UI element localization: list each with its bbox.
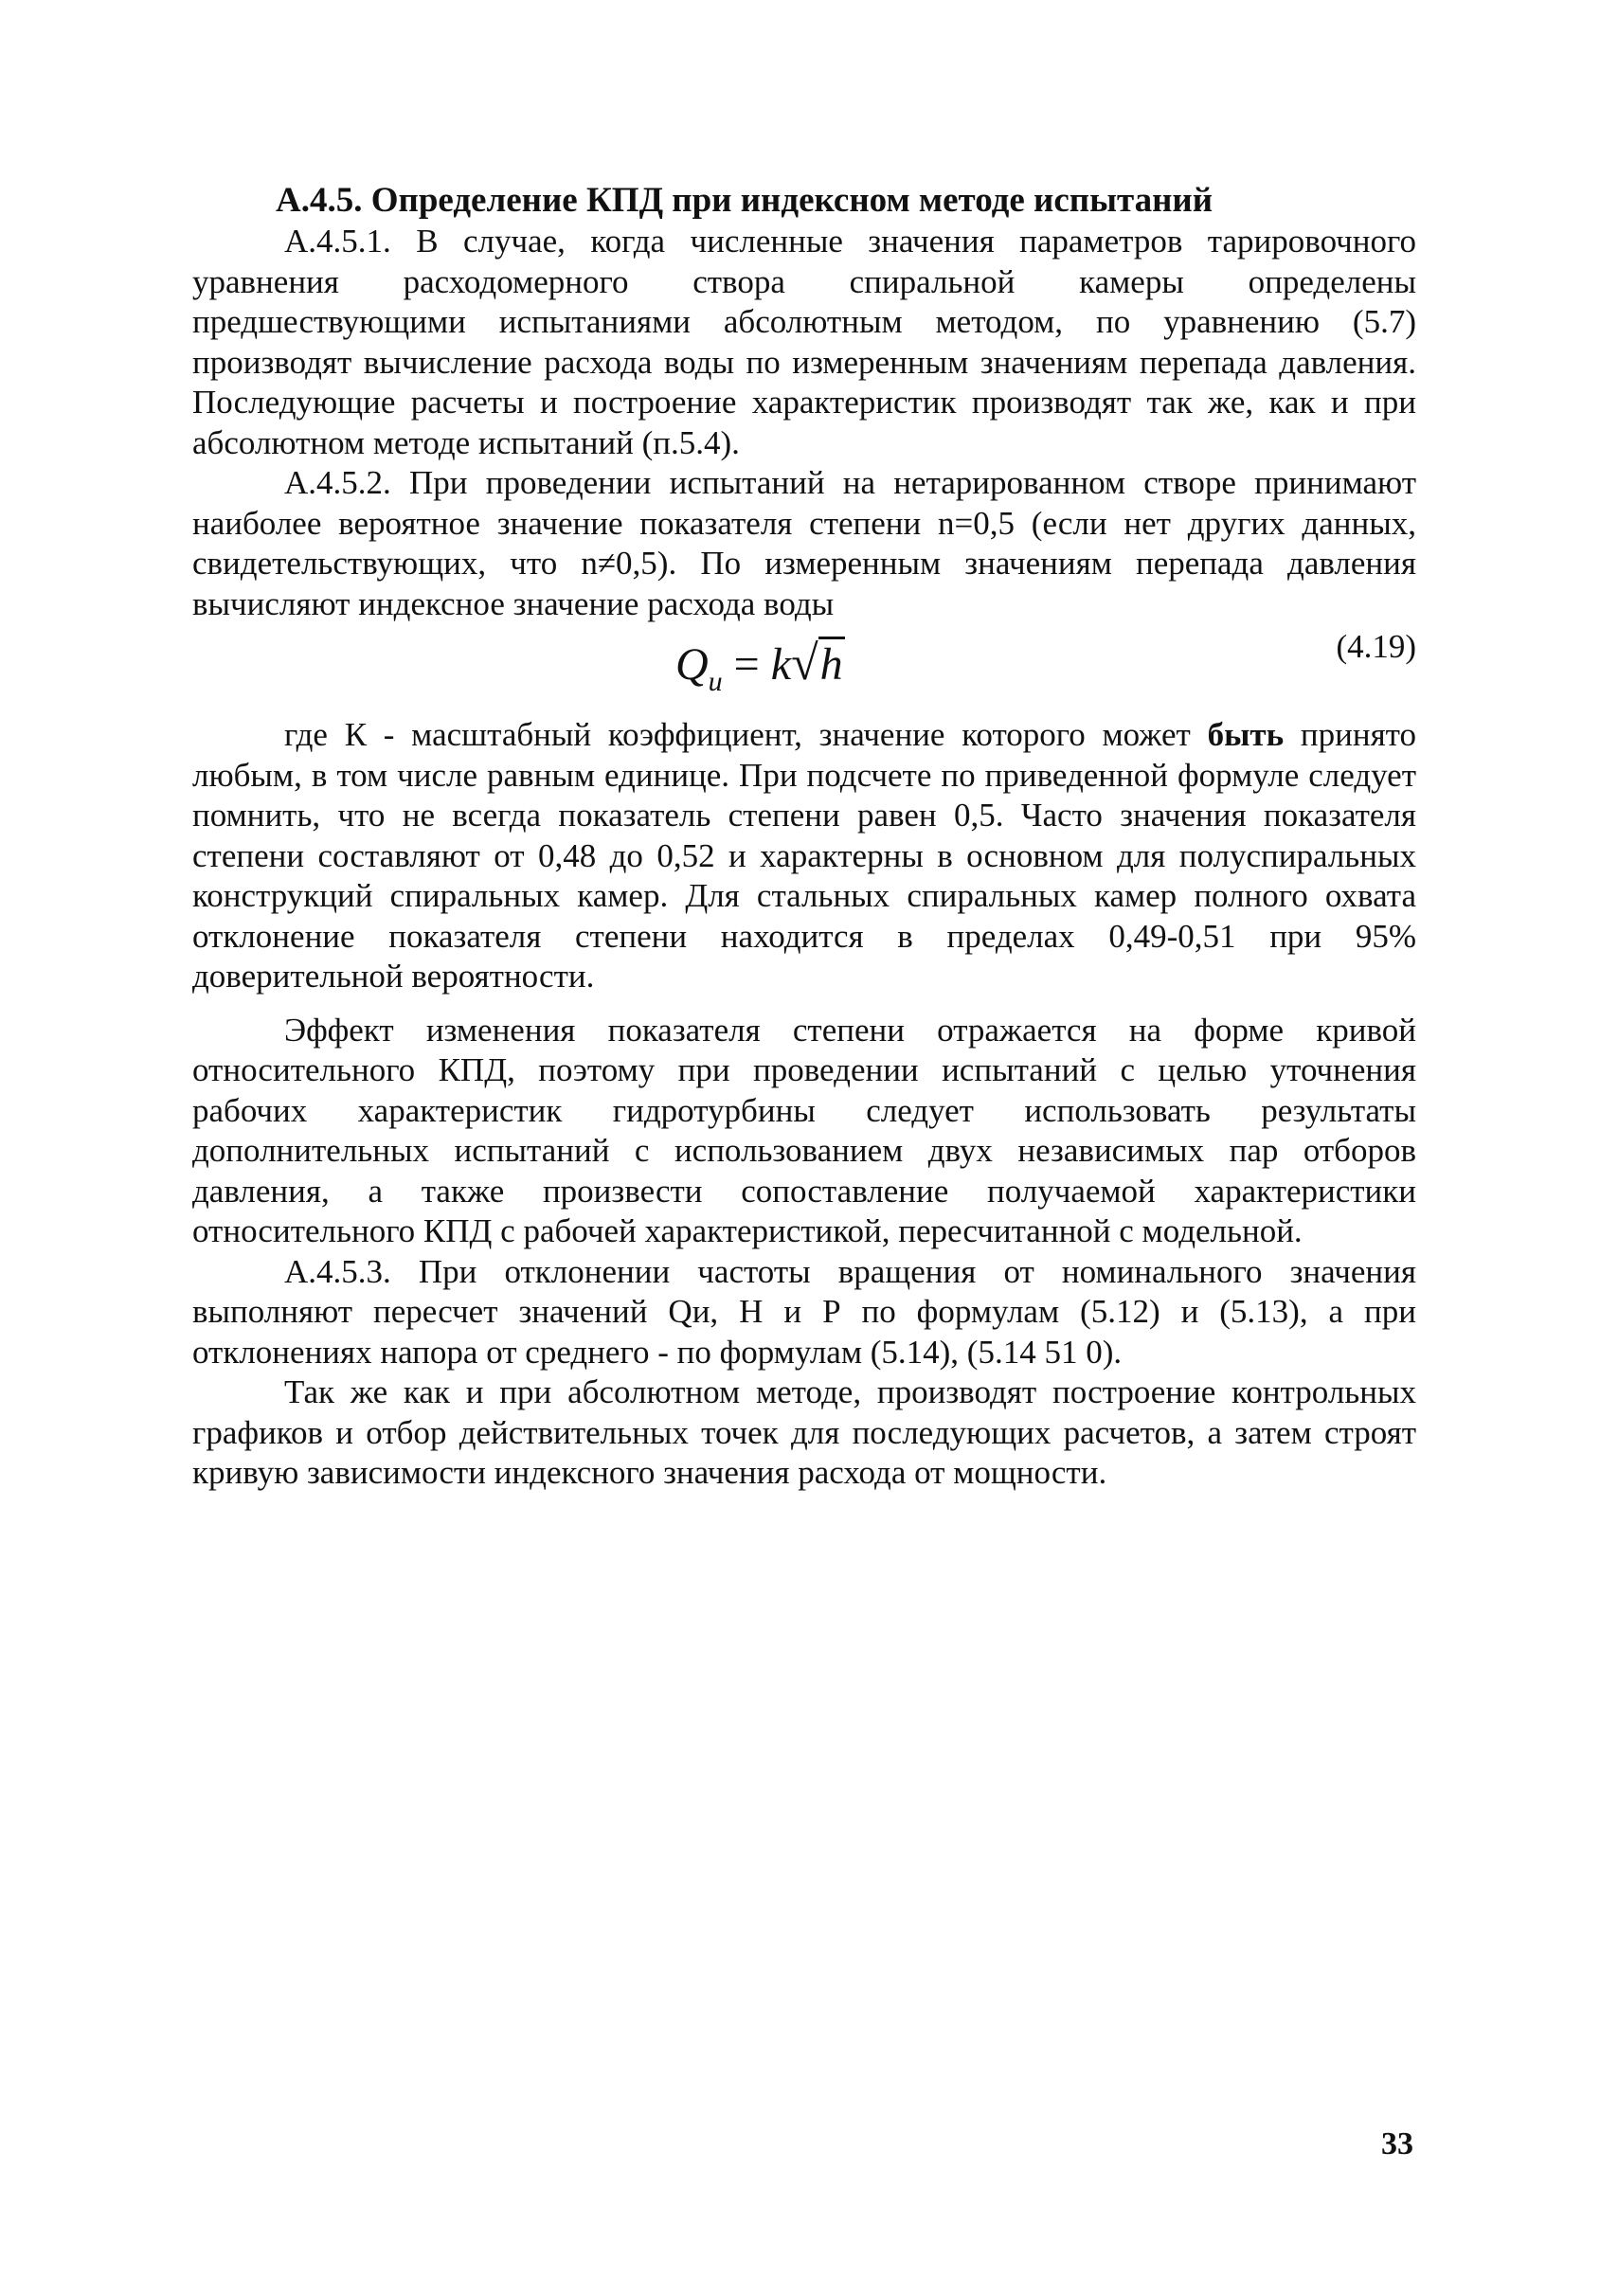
paragraph-a452: А.4.5.2. При проведении испытаний на нетарированном створе принимают наиболее вероятное значение показателя степени n=0,5 (если нет других данных, свидетельствующих, что n≠0,5). По измеренным значениям перепада давления вычисляют индексное значение расхода воды: [192, 464, 1416, 622]
paragraph-coefficient-explanation: [192, 715, 1416, 997]
formula-radicand: h: [818, 637, 845, 690]
paragraph-coefficient-text-end: принято любым, в том числе равным единице. При подсчете по приведенной формуле следует помнить, что не всегда показатель степени равен 0,5. Часто значения показателя степени составляют от 0,48 до 0,52 и характерны в основном для полуспиральных конструкций спиральных камер. Для стальных спиральных камер полного охвата отклонение показателя степени находится в пределах 0,49-0,51 при 95% доверительной вероятности.: [192, 716, 1417, 995]
page-number: 33: [1381, 2126, 1413, 2161]
formula-equals: =: [733, 639, 760, 690]
formula-coefficient: k: [770, 639, 792, 690]
formula-lhs: Q: [675, 639, 709, 690]
formula-number: (4.19): [1336, 628, 1416, 665]
formula-lhs-subscript: u: [708, 666, 723, 697]
paragraph-a451: А.4.5.1. В случае, когда численные значения параметров тарировочного уравнения расходомерного створа спиральной камеры определены предшествующими испытаниями абсолютным методом, по уравнению (5.7) производят вычисление расхода воды по измеренным значениям перепада давления. Последующие расчеты и построение характеристик производят так же, как и при абсолютном методе испытаний (п.5.4).: [192, 223, 1416, 461]
page-content: [192, 180, 1416, 1494]
sqrt-symbol: √: [791, 637, 818, 691]
section-heading: А.4.5. Определение КПД при индексном методе испытаний: [276, 181, 1213, 220]
paragraph-coefficient-text-start: где К - масштабный коэффициент, значение которого может: [284, 716, 1208, 753]
formula-row: [192, 628, 1416, 715]
formula-4-19: [675, 636, 845, 698]
paragraph-control-graphs: Так же как и при абсолютном методе, производят построение контрольных графиков и отбор действительных точек для последующих расчетов, а затем строят кривую зависимости индексного значения расхода от мощности.: [192, 1373, 1416, 1491]
paragraph-a453: А.4.5.3. При отклонении частоты вращения от номинального значения выполняют пересчет значений Qи, Н и Р по формулам (5.12) и (5.13), а при отклонениях напора от среднего - по формулам (5.14), (5.14 51 0).: [192, 1252, 1416, 1371]
paragraph-exponent-effect: Эффект изменения показателя степени отражается на форме кривой относительного КПД, поэтому при проведении испытаний с целью уточнения рабочих характеристик гидротурбины следует использовать результаты дополнительных испытаний с использованием двух независимых пар отборов давления, а также произвести сопоставление получаемой характеристики относительного КПД с рабочей характеристикой, пересчитанной с модельной.: [192, 1011, 1416, 1249]
paragraph-coefficient-bold-word: быть: [1207, 716, 1285, 753]
